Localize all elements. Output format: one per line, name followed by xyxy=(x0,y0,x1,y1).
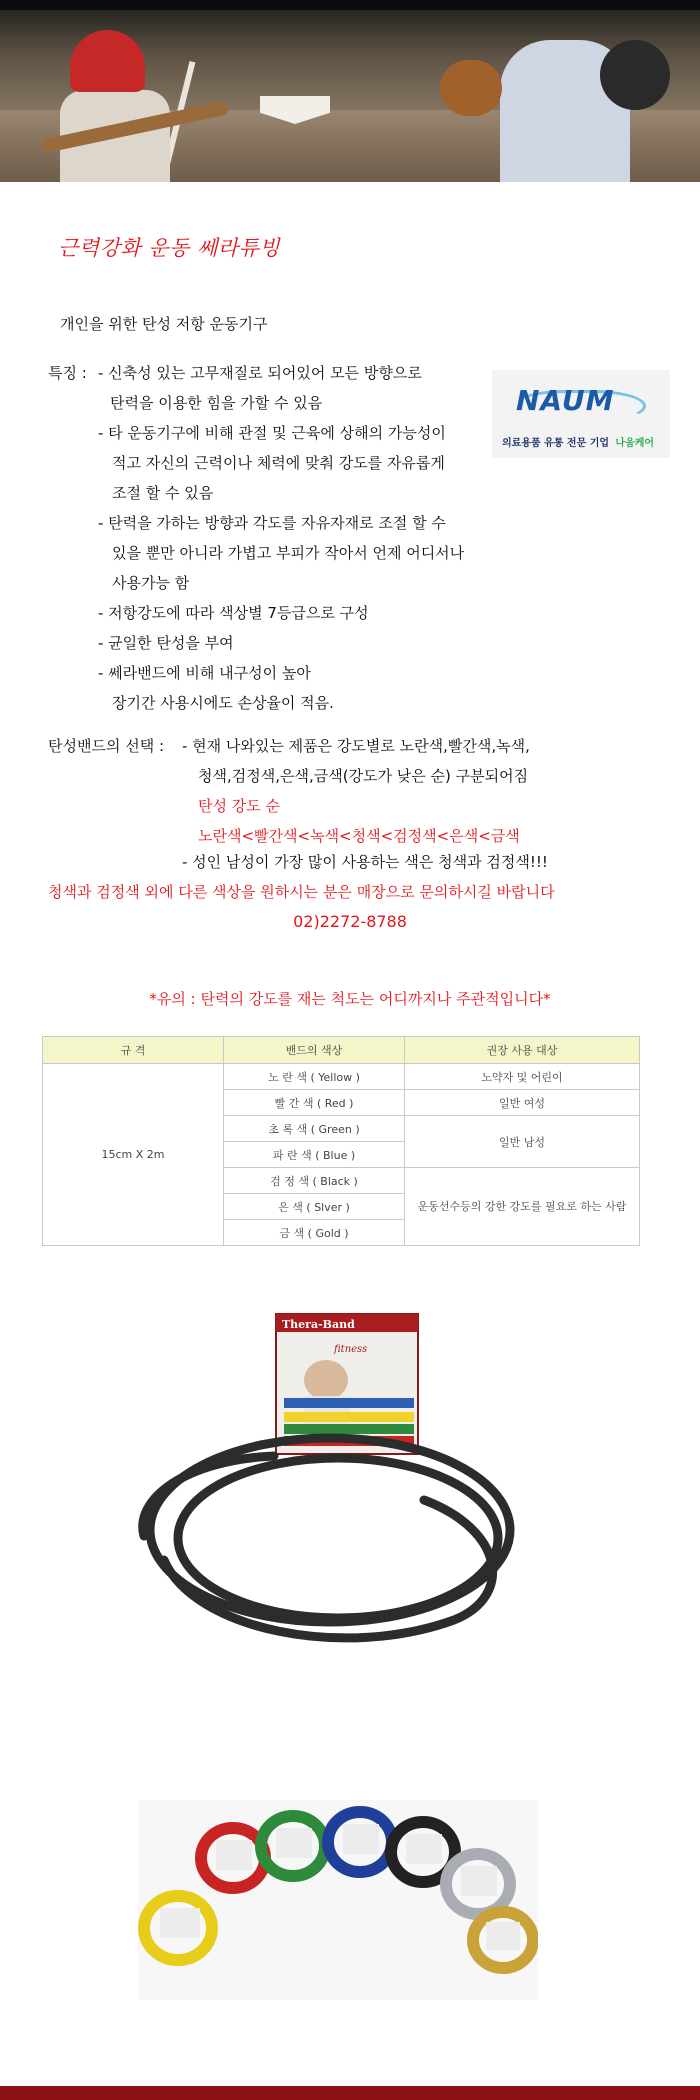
color-cell: 노 란 색 ( Yellow ) xyxy=(224,1064,405,1090)
feature-line: 적고 자신의 근력이나 체력에 맞춰 강도를 자유롭게 xyxy=(112,454,445,472)
feature-line: 조절 할 수 있음 xyxy=(112,484,214,502)
naum-logo xyxy=(492,370,670,458)
feature-line: - 균일한 탄성을 부여 xyxy=(98,634,234,652)
table-row xyxy=(43,1064,640,1090)
feature-line: 장기간 사용시에도 손상율이 적음. xyxy=(112,694,334,712)
feature-line: - 탄력을 가하는 방향과 각도를 자유자재로 조절 할 수 xyxy=(98,514,446,532)
product-photo-band-set xyxy=(138,1800,538,2000)
table-header: 규 격 xyxy=(43,1037,224,1064)
batter-helmet xyxy=(70,30,145,92)
target-cell: 노약자 및 어린이 xyxy=(405,1064,640,1090)
feature-line: 사용가능 함 xyxy=(112,574,190,592)
phone-number: 02)2272-8788 xyxy=(293,912,407,931)
package-caption: fitness xyxy=(334,1344,368,1355)
product-photo-tubing xyxy=(124,1300,536,1668)
feature-line: - 저항강도에 따라 색상별 7등급으로 구성 xyxy=(98,604,369,622)
strength-order-label: 탄성 강도 순 xyxy=(198,797,280,815)
hero-banner-image xyxy=(0,0,700,182)
size-cell: 15cm X 2m xyxy=(43,1064,224,1246)
features-list xyxy=(98,358,518,718)
color-cell: 파 란 색 ( Blue ) xyxy=(224,1142,405,1168)
package-brand: Thera-Band xyxy=(282,1318,355,1331)
color-cell: 은 색 ( Slver ) xyxy=(224,1194,405,1220)
feature-line: - 신축성 있는 고무재질로 되어있어 모든 방향으로 xyxy=(98,364,422,382)
color-cell: 초 록 색 ( Green ) xyxy=(224,1116,405,1142)
color-cell: 금 색 ( Gold ) xyxy=(224,1220,405,1246)
selection-body xyxy=(182,731,530,851)
page-title: 근력강화 운동 쎄라튜빙 xyxy=(58,236,281,260)
selection-label: 탄성밴드의 선택 : xyxy=(48,737,165,755)
logo-brand: NAUM xyxy=(516,384,615,417)
features-label: 특징 : xyxy=(48,364,87,382)
target-cell: 일반 여성 xyxy=(405,1090,640,1116)
spec-table xyxy=(42,1036,640,1246)
thera-band-package xyxy=(276,1314,418,1454)
target-cell: 일반 남성 xyxy=(405,1116,640,1168)
subtitle: 개인을 위한 탄성 저항 운동기구 xyxy=(60,315,268,333)
target-cell: 운동선수등의 강한 강도를 필요로 하는 사람 xyxy=(405,1168,640,1246)
feature-line: - 쎄라밴드에 비해 내구성이 높아 xyxy=(98,664,311,682)
catcher-mitt xyxy=(440,60,502,116)
feature-line: 탄력을 이용한 힘을 가할 수 있음 xyxy=(110,394,323,412)
selection-line: - 현재 나와있는 제품은 강도별로 노란색,빨간색,녹색, xyxy=(182,737,530,755)
footer-bar xyxy=(0,2086,700,2100)
table-header: 밴드의 색상 xyxy=(224,1037,405,1064)
strength-order: 노란색<빨간색<녹색<청색<검정색<은색<금색 xyxy=(198,827,520,845)
color-cell: 빨 간 색 ( Red ) xyxy=(224,1090,405,1116)
selection-line: - 성인 남성이 가장 많이 사용하는 색은 청색과 검정색!!! xyxy=(182,853,548,871)
feature-line: - 타 운동기구에 비해 관절 및 근육에 상해의 가능성이 xyxy=(98,424,446,442)
inquiry-note: 청색과 검정색 외에 다른 색상을 원하시는 분은 매장으로 문의하시길 바랍니다 xyxy=(48,883,555,901)
color-cell: 검 정 색 ( Black ) xyxy=(224,1168,405,1194)
feature-line: 있을 뿐만 아니라 가볍고 부피가 작아서 언제 어디서나 xyxy=(112,544,465,562)
selection-line: 청색,검정색,은색,금색(강도가 낮은 순) 구분되어짐 xyxy=(198,767,529,785)
table-header-row xyxy=(43,1037,640,1064)
caution-note: *유의 : 탄력의 강도를 재는 척도는 어디까지나 주관적입니다* xyxy=(149,990,551,1008)
catcher-mask xyxy=(600,40,670,110)
table-header: 권장 사용 대상 xyxy=(405,1037,640,1064)
logo-tagline: 의료용품 유통 전문 기업 나움케어 xyxy=(502,438,655,449)
